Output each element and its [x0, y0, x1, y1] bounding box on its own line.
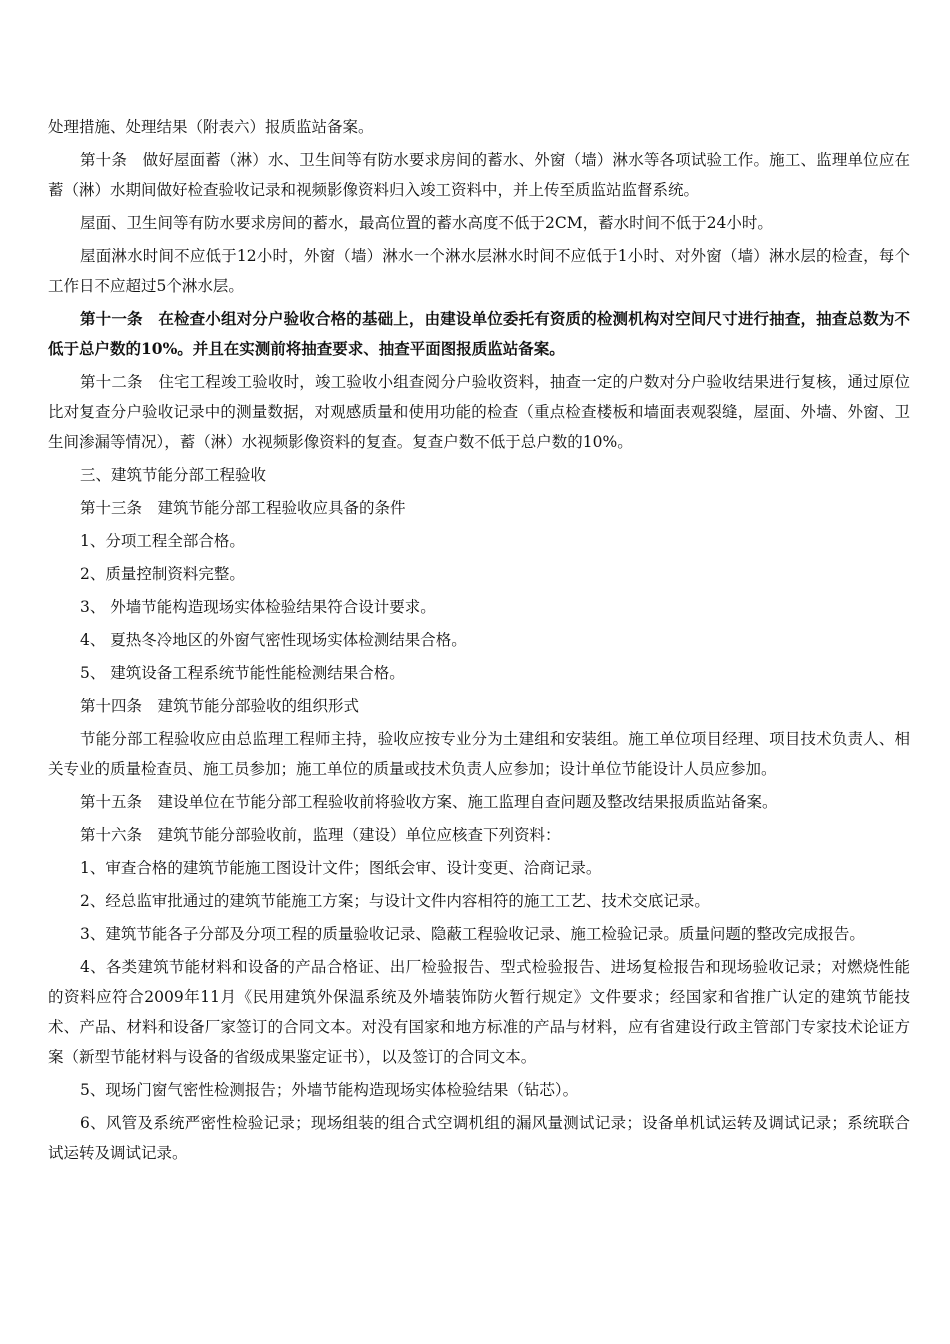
list-item: 5、 建筑设备工程系统节能性能检测结果合格。 — [80, 664, 405, 682]
list-item: 2、质量控制资料完整。 — [80, 565, 245, 583]
list-item: 4、 夏热冬冷地区的外窗气密性现场实体检测结果合格。 — [80, 631, 467, 649]
section-heading: 三、建筑节能分部工程验收 — [80, 466, 267, 484]
article-12: 第十二条 住宅工程竣工验收时，竣工验收小组查阅分户验收资料，抽查一定的户数对分户验收结果进行复核，通过原位比对复查分户验收记录中的测量数据，对观感质量和使用功能的检查（重点检查楼板和墙面表观裂缝，屋面、外墙、外窗、卫生间渗漏等情况），蓄（淋）水视频影像资料的复查。复查户数不低于总户数的10%。 — [48, 373, 910, 451]
document-page — [48, 112, 910, 1171]
list-item: 1、分项工程全部合格。 — [80, 532, 245, 550]
paragraph: 节能分部工程验收应由总监理工程师主持，验收应按专业分为土建组和安装组。施工单位项目经理、项目技术负责人、相关专业的质量检查员、施工员参加；施工单位的质量或技术负责人应参加；设计单位节能设计人员应参加。 — [48, 730, 910, 778]
article-16: 第十六条 建筑节能分部验收前，监理（建设）单位应核查下列资料： — [80, 826, 561, 844]
list-item: 5、现场门窗气密性检测报告；外墙节能构造现场实体检验结果（钻芯）。 — [80, 1081, 579, 1099]
paragraph: 处理措施、处理结果（附表六）报质监站备案。 — [48, 118, 374, 136]
paragraph: 屋面、卫生间等有防水要求房间的蓄水，最高位置的蓄水高度不低于2CM，蓄水时间不低于24小时。 — [80, 214, 773, 232]
list-item: 3、建筑节能各子分部及分项工程的质量验收记录、隐蔽工程验收记录、施工检验记录。质量问题的整改完成报告。 — [80, 925, 865, 943]
list-item: 3、 外墙节能构造现场实体检验结果符合设计要求。 — [80, 598, 436, 616]
paragraph: 屋面淋水时间不应低于12小时，外窗（墙）淋水一个淋水层淋水时间不应低于1小时、对外窗（墙）淋水层的检查，每个工作日不应超过5个淋水层。 — [48, 247, 910, 295]
list-item: 2、经总监审批通过的建筑节能施工方案；与设计文件内容相符的施工工艺、技术交底记录。 — [80, 892, 710, 910]
article-10: 第十条 做好屋面蓄（淋）水、卫生间等有防水要求房间的蓄水、外窗（墙）淋水等各项试验工作。施工、监理单位应在蓄（淋）水期间做好检查验收记录和视频影像资料归入竣工资料中，并上传至质监站监督系统。 — [48, 151, 910, 199]
article-15: 第十五条 建设单位在节能分部工程验收前将验收方案、施工监理自查问题及整改结果报质监站备案。 — [80, 793, 778, 811]
article-13: 第十三条 建筑节能分部工程验收应具备的条件 — [80, 499, 406, 517]
list-item: 6、风管及系统严密性检验记录；现场组装的组合式空调机组的漏风量测试记录；设备单机试运转及调试记录；系统联合试运转及调试记录。 — [48, 1114, 910, 1162]
list-item: 4、各类建筑节能材料和设备的产品合格证、出厂检验报告、型式检验报告、进场复检报告和现场验收记录；对燃烧性能的资料应符合2009年11月《民用建筑外保温系统及外墙装饰防火暂行规定》文件要求；经国家和省推广认定的建筑节能技术、产品、材料和设备厂家签订的合同文本。对没有国家和地方标准的产品与材料，应有省建设行政主管部门专家技术论证方案（新型节能材料与设备的省级成果鉴定证书），以及签订的合同文本。 — [48, 958, 910, 1066]
article-14: 第十四条 建筑节能分部验收的组织形式 — [80, 697, 360, 715]
list-item: 1、审查合格的建筑节能施工图设计文件；图纸会审、设计变更、洽商记录。 — [80, 859, 602, 877]
article-11: 第十一条 在检查小组对分户验收合格的基础上，由建设单位委托有资质的检测机构对空间尺寸进行抽查，抽查总数为不低于总户数的10%。并且在实测前将抽查要求、抽查平面图报质监站备案。 — [48, 309, 910, 358]
